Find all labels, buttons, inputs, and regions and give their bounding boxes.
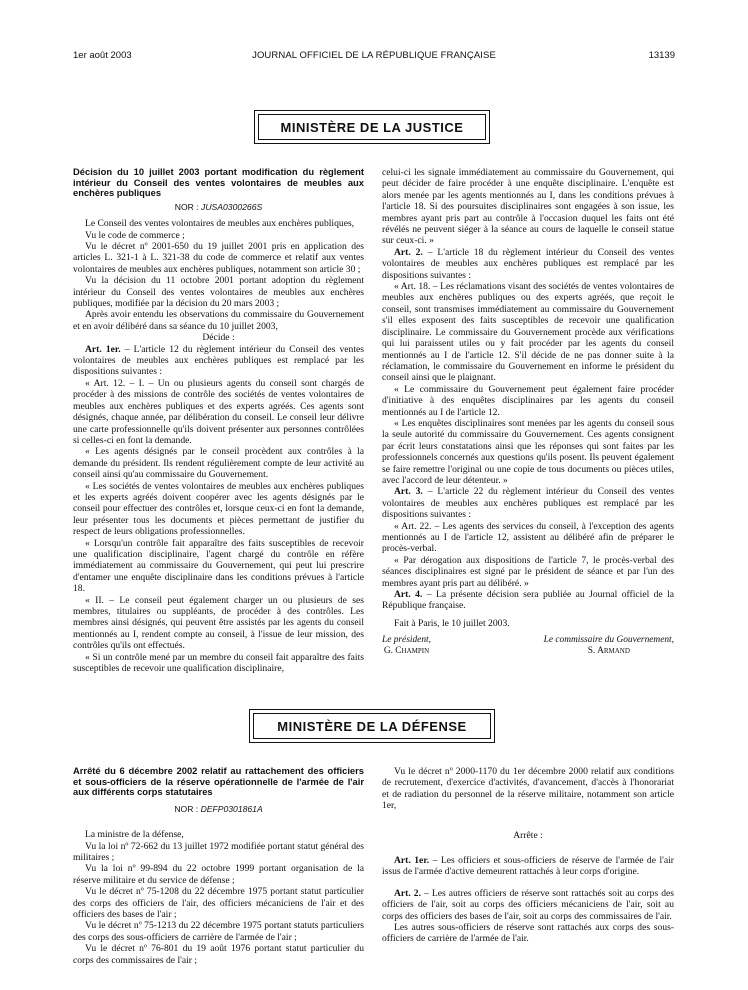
arrete-nor [73,804,364,815]
visa-paragraph: Vu le code de commerce ; [85,229,185,241]
signature-commissioner [544,635,674,657]
ministry-justice-title: MINISTÈRE DE LA JUSTICE [258,114,486,140]
signature-president [382,635,431,657]
article-label: Art. 1er. [394,855,430,867]
article-text: – L'article 22 du règlement intérieur du Conseil des ventes volontaires de meubles aux enchères publiques est remplacé par les dispositions suivantes : [382,486,674,521]
article-label: Art. 4. [394,589,423,601]
article-text: – La présente décision sera publiée au Journal officiel de la République française. [382,589,674,612]
ministry-justice-box [254,110,490,144]
justice-left-column [73,167,364,787]
ministry-defense-box [249,709,495,743]
header-page-number: 13139 [648,50,675,61]
article-label: Art. 2. [394,887,422,899]
article-text: – L'article 18 du règlement intérieur du Conseil des ventes volontaires de meubles aux enchères publiques est remplacé par les dispositions suivantes : [382,246,674,281]
article-quote: « Les agents désignés par le conseil procèdent aux contrôles à la demande du président. Ils rendent régulièrement compte de leur activité au conseil ainsi qu'au commissaire du Gouvernement. [73,446,364,481]
article-quote: « Les enquêtes disciplinaires sont menées par les agents du conseil sous la seule autorité du commissaire du Gouvernement. Ces agents consignent par écrit leurs constatations ainsi que les réponses qui sont faites par les professionnels concernés aux questions qu'ils posent. Ils peuvent également se faire remettre l'original ou une copie de tous documents ou pièces utiles, avec l'accord de leur détenteur. » [382,417,674,486]
visa-paragraph: Vu la loi nº 72-662 du 13 juillet 1972 modifiée portant statut général des militaires ; [73,840,364,863]
visa-paragraph: Après avoir entendu les observations du commissaire du Gouvernement et en avoir délibéré dans sa séance du 10 juillet 2003, [73,309,364,332]
visa-paragraph: Vu le décret nº 75-1208 du 22 décembre 1975 portant statut particulier des corps des officiers de l'air, des officiers mécaniciens de l'air et des officiers des bases de l'air ; [73,886,364,921]
decision-title: Décision du 10 juillet 2003 portant modification du règlement intérieur du Conseil des ventes volontaires de meubles aux enchères publiques [73,167,364,199]
article-quote: « Par dérogation aux dispositions de l'article 7, le procès-verbal des séances disciplinaires est signé par le président de séance et par l'un des membres ayant pris part au délibéré. » [382,554,674,589]
article-label: Art. 1er. [85,343,121,355]
nor-label: NOR : [174,201,199,212]
article-paragraph: Les autres sous-officiers de réserve sont rattachés aux corps des sous-officiers de carrière de l'armée de l'air. [382,922,674,945]
nor-value: JUSA0300266S [201,201,263,212]
article-quote: « Art. 18. – Les réclamations visant des sociétés de ventes volontaires de meubles aux enchères publiques ou des experts agréés, que reçoit le conseil, sont transmises immédiatement au commissaire du Gouvernement s'il elles exposent des faits susceptibles de recevoir une qualification disciplinaire. Le commissaire du Gouvernement procède aux vérifications qui lui paraissent utiles ou y fait procéder par les agents du conseil mentionnés au I de l'article 12. S'il décide de ne pas donner suite à la réclamation, le commissaire du Gouvernement en informe le président du conseil ainsi que le plaignant. [382,281,674,384]
article-label: Art. 2. [394,246,423,258]
signature-block [382,635,674,657]
header-date: 1er août 2003 [73,50,132,61]
visa-paragraph: Vu la loi nº 99-894 du 22 octobre 1999 portant organisation de la réserve militaire et du service de défense ; [73,863,364,886]
article-text: – L'article 12 du règlement intérieur du Conseil des ventes volontaires de meubles aux enchères publiques est remplacé par les dispositions suivantes : [73,343,364,378]
article-label: Art. 3. [394,486,423,498]
article-paragraph [382,247,674,281]
article-paragraph [73,344,364,378]
article-quote: « Art. 22. – Les agents des services du conseil, à l'exception des agents mentionnés au I de l'article 12, assistent au délibéré afin de préparer le procès-verbal. [382,520,674,555]
ministry-defense-title: MINISTÈRE DE LA DÉFENSE [253,713,491,739]
visa-paragraph: Le Conseil des ventes volontaires de meubles aux enchères publiques, [85,218,355,230]
article-quote: « Le commissaire du Gouvernement peut également faire procéder d'initiative à des enquêtes disciplinaires par les agents du conseil mentionnés au I de l'article 12. [382,383,674,418]
article-quote: « Lorsqu'un contrôle fait apparaître des faits susceptibles de recevoir une qualification disciplinaire, l'agent chargé du contrôle en réfère immédiatement au commissaire du Gouvernement, qui peut lui prescrire d'entamer une enquête disciplinaire dans les conditions prévues à l'article 18. [73,537,364,595]
article-quote: « II. – Le conseil peut également charger un ou plusieurs de ses membres, titulaires ou suppléants, de procéder à des contrôles. Les membres ainsi désignés, qui peuvent être assistés par les agents du conseil mentionnés au I, rendent compte au conseil, à l'issue de leur mission, des contrôles qu'ils ont effectués. [73,594,364,652]
arrete-title: Arrêté du 6 décembre 2002 relatif au rattachement des officiers et sous-officiers de la réserve opérationnelle de l'armée de l'air aux différents corps statutaires [73,766,364,798]
article-quote: « Art. 12. – I. – Un ou plusieurs agents du conseil sont chargés de procéder à des missions de contrôle des sociétés de ventes volontaires de meubles aux enchères publiques et des experts agréés. Ces agents sont désignés, chaque année, par délibération du conseil. Le conseil leur délivre une carte professionnelle qu'ils doivent présenter aux personnes contrôlées si celles-ci en font la demande. [73,377,364,446]
decide-heading: Décide : [202,332,235,344]
visa-paragraph: Vu le décret nº 75-1213 du 22 décembre 1975 portant statuts particuliers des corps des sous-officiers de carrière de l'armée de l'air ; [73,920,364,943]
defense-left-column [73,766,364,986]
signature-name: S. Armand [587,646,630,657]
arrete-heading: Arrête : [513,829,543,841]
nor-label: NOR : [174,803,199,814]
article-paragraph [382,855,674,878]
visa-paragraph: La ministre de la défense, [85,829,184,841]
justice-right-column [382,167,674,707]
signature-role: Le président, [382,635,431,646]
article-quote: celui-ci les signale immédiatement au commissaire du Gouvernement, qui peut décider de faire procéder à une enquête disciplinaire. L'enquête est alors menée par les agents mentionnés au I, dans les conditions prévues à l'article 18. Si des poursuites disciplinaires sont engagées à son issue, les membres ayant pris part au contrôle à l'occasion duquel les faits ont été révélés ne peuvent siéger à la séance au cours de laquelle le conseil statue sur ceux-ci. » [382,167,674,247]
article-paragraph [382,589,674,612]
decision-nor [73,202,364,213]
visa-paragraph: Vu le décret nº 76-801 du 19 août 1976 portant statut particulier du corps des commissaires de l'air ; [73,943,364,966]
visa-paragraph: Vu le décret nº 2000-1170 du 1er décembre 2000 relatif aux conditions de recrutement, d'exercice d'activités, d'avancement, d'accès à l'honorariat et de radiation du personnel de la réserve militaire, notamment son article 1er, [382,766,674,812]
article-paragraph [382,888,674,922]
header-journal-title: JOURNAL OFFICIEL DE LA RÉPUBLIQUE FRANÇAISE [252,50,496,61]
nor-value: DEFP0301861A [200,803,263,814]
signature-name: G. Champin [383,646,430,657]
visa-paragraph: Vu le décret nº 2001-650 du 19 juillet 2001 pris en application des articles L. 321-1 à L. 321-38 du code de commerce et relatif aux ventes volontaires de meubles aux enchères publiques, notamment son article 30 ; [73,241,364,275]
article-quote: « Les sociétés de ventes volontaires de meubles aux enchères publiques et les experts agréés doivent coopérer avec les agents désignés par le conseil pour effectuer des contrôles et, lorsque ceux-ci en font la demande, leur présenter tous les documents et pièces permettant de justifier du respect de leurs obligations professionnelles. [73,480,364,538]
signature-role: Le commissaire du Gouvernement, [543,635,674,646]
article-text: – Les officiers et sous-officiers de réserve de l'armée de l'air issus de l'armée d'active demeurent rattachés à leur corps d'origine. [382,855,674,878]
article-quote: « Si un contrôle mené par un membre du conseil fait apparaître des faits susceptibles de recevoir une qualification disciplinaire, [73,651,364,675]
page-header [0,50,748,64]
signature-place-date: Fait à Paris, le 10 juillet 2003. [394,617,510,629]
defense-right-column [382,766,674,986]
visa-paragraph: Vu la décision du 11 octobre 2001 portant adoption du règlement intérieur du Conseil des ventes volontaires de meubles aux enchères publiques, modifiée par la décision du 20 mars 2003 ; [73,275,364,310]
article-paragraph [382,486,674,520]
article-text: – Les autres officiers de réserve sont rattachés soit au corps des officiers de l'air, soit au corps des officiers mécaniciens de l'air, soit au corps des officiers des bases de l'air, soit au corps des commissaires de l'air. [382,887,674,922]
